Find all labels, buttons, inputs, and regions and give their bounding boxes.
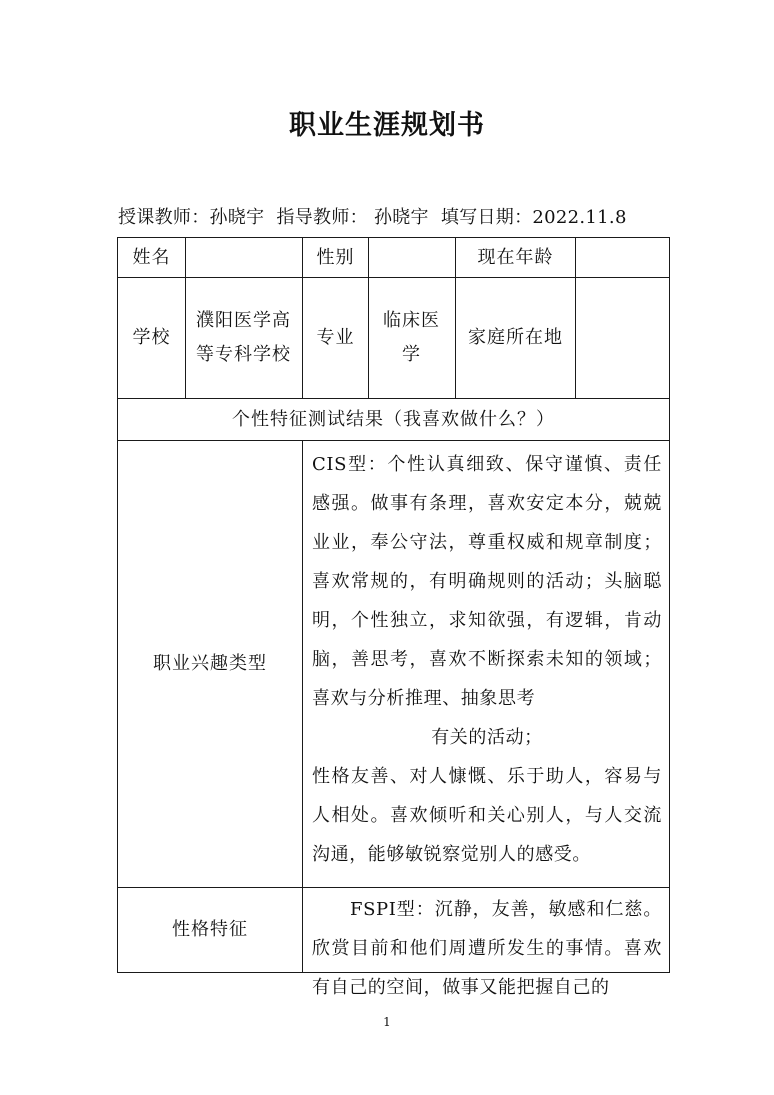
table-border-right [669, 237, 670, 973]
interest-text [312, 445, 662, 874]
interest-text-part2: 性格友善、对人慷慨、乐于助人，容易与人相处。喜欢倾听和关心别人，与人交流沟通，能够敏锐察觉别人的感受。 [312, 766, 662, 865]
home-label: 家庭所在地 [468, 327, 563, 348]
name-label: 姓名 [132, 246, 171, 268]
section-header: 个性特征测试结果（我喜欢做什么？） [232, 408, 555, 430]
interest-text-part1: CIS型：个性认真细致、保守谨慎、责任感强。做事有条理，喜欢安定本分，兢兢业业，奉公守法，尊重权威和规章制度；喜欢常规的，有明确规则的活动；头脑聪明，个性独立，求知欲强，有逻辑，肯动脑，善思考，喜欢不断探索未知的领域；喜欢与分析推理、抽象思考 [312, 454, 662, 709]
personality-label: 性格特征 [172, 919, 248, 940]
age-label: 现在年龄 [477, 246, 554, 268]
gender-label: 性别 [316, 246, 355, 268]
major-label: 专业 [316, 327, 355, 348]
page-number: 1 [383, 1015, 391, 1029]
home-value [576, 278, 669, 398]
table-col-divider-lower [302, 440, 303, 973]
advisor-field: 指导教师： 孙晓宇 [276, 207, 429, 228]
interest-label: 职业兴趣类型 [153, 653, 267, 674]
school-value: 濮阳医学高等专科学校 [196, 310, 291, 365]
age-value [576, 238, 669, 277]
school-label: 学校 [132, 327, 171, 348]
date-field: 填写日期：2022.11.8 [440, 207, 627, 228]
page-title: 职业生涯规划书 [289, 110, 485, 141]
interest-text-center: 有关的活动； [431, 727, 543, 748]
teacher-field: 授课教师：孙晓宇 [118, 207, 265, 228]
name-value [186, 238, 302, 277]
gender-value [369, 238, 455, 277]
personality-text: FSPI型：沉静，友善，敏感和仁慈。欣赏目前和他们周遭所发生的事情。喜欢有自己的空间，做事又能把握自己的 [312, 899, 662, 998]
major-value: 临床医学 [383, 310, 440, 365]
